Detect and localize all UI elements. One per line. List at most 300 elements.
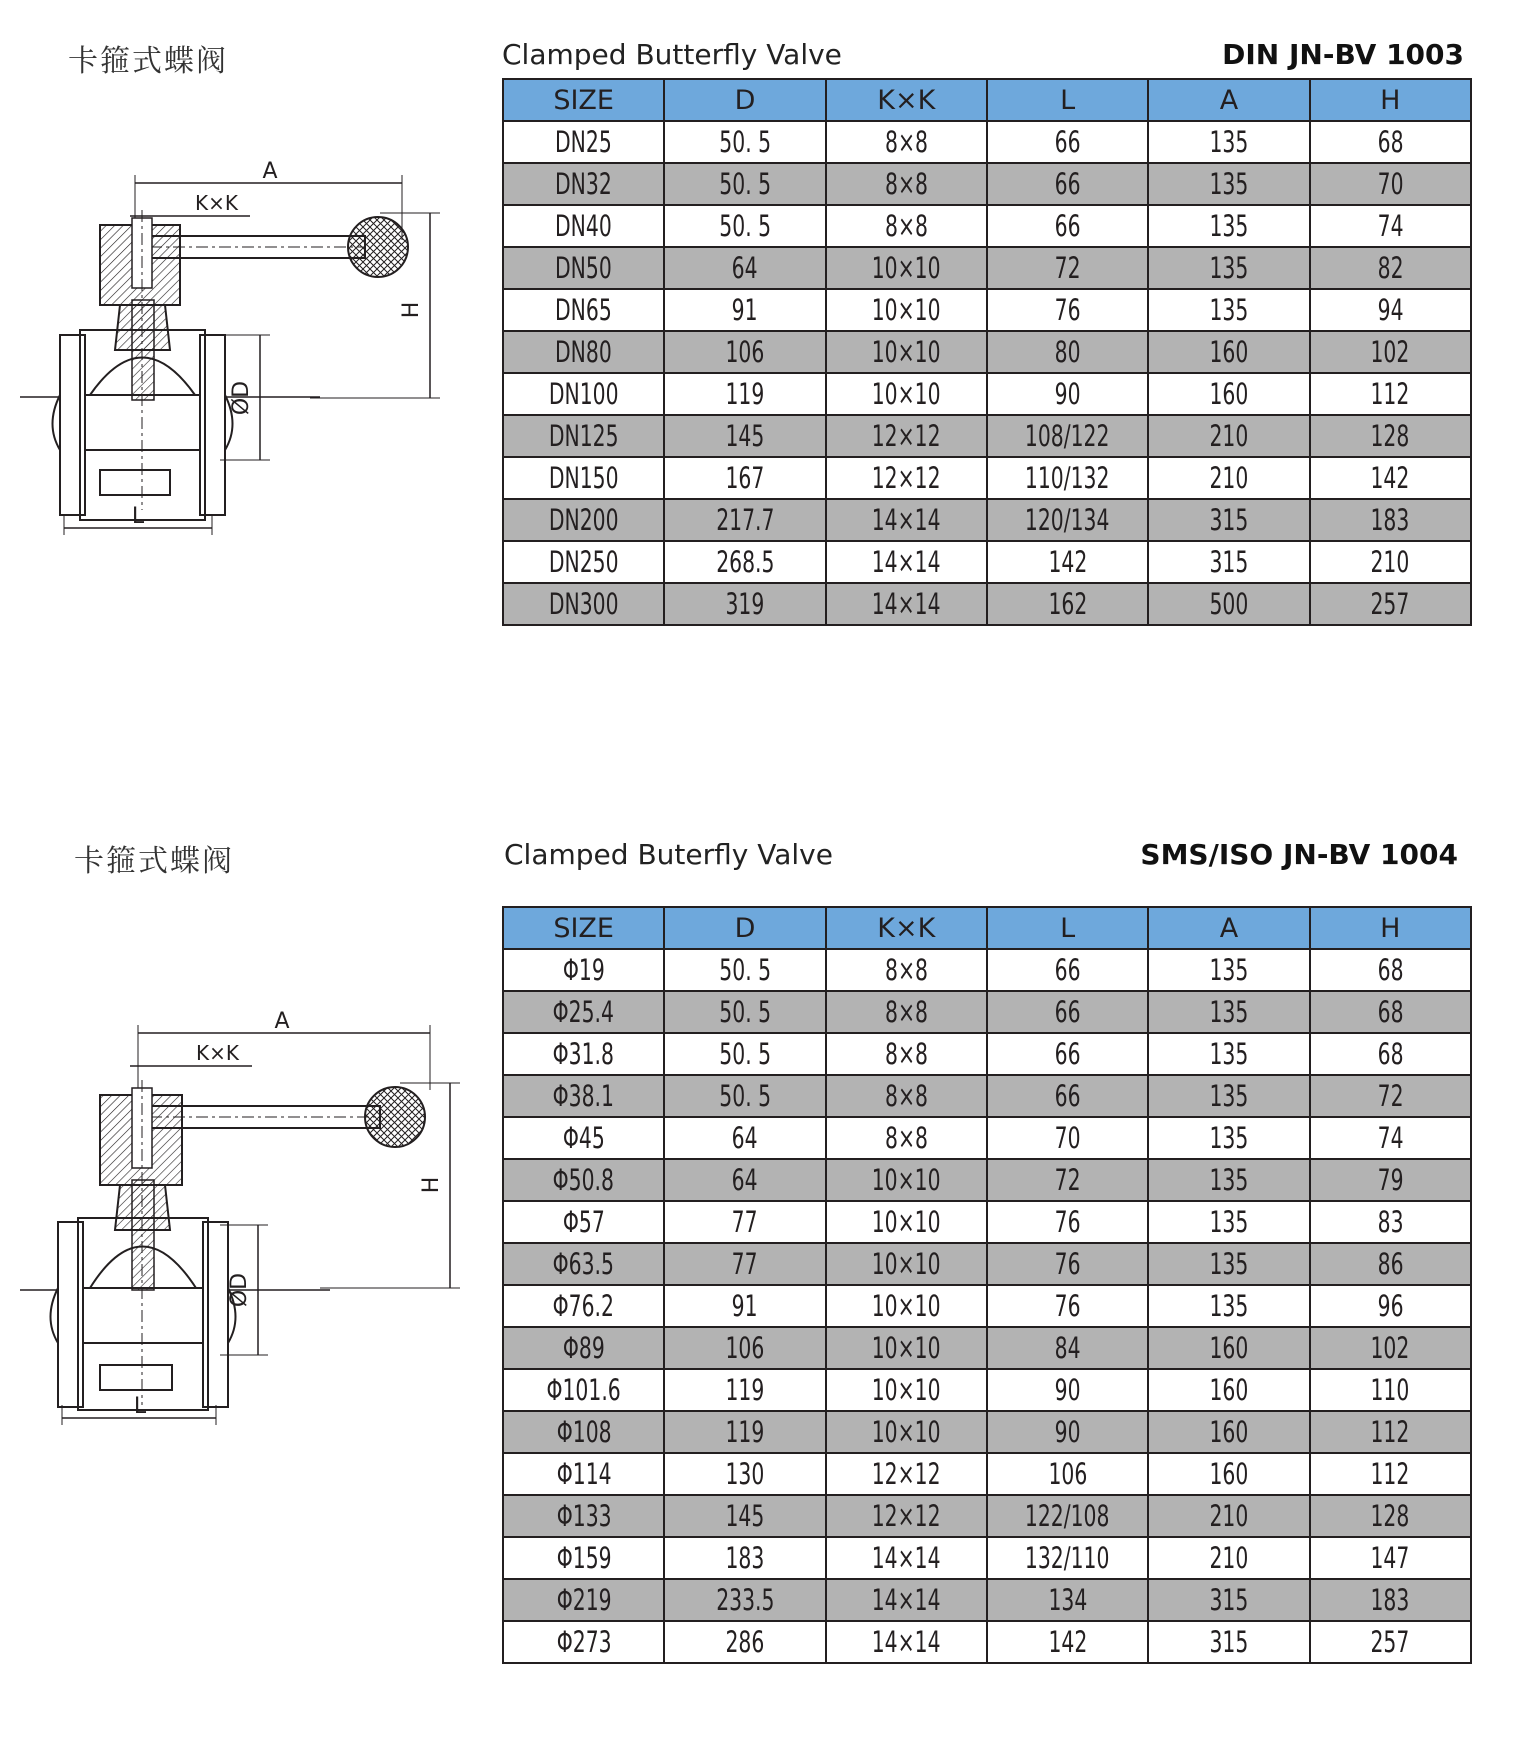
cell-d [664,1159,825,1201]
cell-h [1310,1033,1471,1075]
cell-value: 10×10 [871,1373,941,1407]
cell-a [1148,499,1309,541]
cell-kk [826,247,987,289]
cell-size [503,1579,664,1621]
table-row [503,1369,1471,1411]
cell-h [1310,163,1471,205]
cell-kk [826,499,987,541]
cell-l [987,1327,1148,1369]
cell-value: 183 [725,1541,765,1575]
cell-h [1310,415,1471,457]
cell-size [503,415,664,457]
header-d: D [664,907,825,949]
cell-kk [826,541,987,583]
cell-size [503,163,664,205]
cell-kk [826,331,987,373]
cell-size [503,1201,664,1243]
cell-h [1310,457,1471,499]
cell-l [987,205,1148,247]
cell-kk [826,1537,987,1579]
cell-kk [826,415,987,457]
english-title: Clamped Buterfly Valve [504,838,833,871]
cell-d [664,1285,825,1327]
cell-value: 210 [1209,419,1249,453]
cell-value: 50. 5 [719,953,771,987]
table-row [503,1033,1471,1075]
cell-value: DN150 [548,461,619,495]
cell-d [664,205,825,247]
cell-size [503,1159,664,1201]
cell-value: 86 [1377,1247,1404,1281]
cell-d [664,1537,825,1579]
cell-value: 96 [1377,1289,1404,1323]
cell-value: Φ159 [556,1541,612,1575]
header-d: D [664,79,825,121]
cell-value: 128 [1370,1499,1410,1533]
dim-label-a: A [262,159,278,184]
cell-value: 68 [1377,125,1404,159]
cell-value: 68 [1377,1037,1404,1071]
cell-d [664,457,825,499]
cell-a [1148,1369,1309,1411]
cell-value: 8×8 [884,995,928,1029]
cell-value: 120/134 [1025,503,1110,537]
cell-a [1148,1621,1309,1663]
cell-value: 210 [1370,545,1410,579]
table-row [503,583,1471,625]
cell-value: 70 [1377,167,1404,201]
cell-l [987,1411,1148,1453]
dim-label-kk: K×K [196,1041,239,1065]
cell-value: 66 [1054,1037,1081,1071]
cell-l [987,1243,1148,1285]
cell-h [1310,331,1471,373]
cell-h [1310,1537,1471,1579]
header-kk: K×K [826,79,987,121]
cell-value: 160 [1209,377,1249,411]
cell-d [664,1201,825,1243]
table-header-row [503,907,1471,949]
cell-value: Φ25.4 [553,995,615,1029]
cell-value: 80 [1054,335,1081,369]
cell-kk [826,1033,987,1075]
cell-value: 135 [1209,1205,1249,1239]
cell-l [987,163,1148,205]
cell-d [664,541,825,583]
cell-size [503,991,664,1033]
cell-value: 315 [1209,1625,1249,1659]
cell-value: 8×8 [884,953,928,987]
cell-value: 108/122 [1025,419,1110,453]
cell-value: Φ57 [562,1205,605,1239]
cell-value: 90 [1054,377,1081,411]
cell-value: 135 [1209,1163,1249,1197]
cell-value: 160 [1209,1457,1249,1491]
cell-value: 183 [1370,503,1410,537]
cell-value: 50. 5 [719,209,771,243]
cell-size [503,1075,664,1117]
cell-size [503,373,664,415]
cell-value: 162 [1048,587,1088,621]
cell-a [1148,121,1309,163]
cell-kk [826,289,987,331]
cell-value: Φ101.6 [546,1373,621,1407]
header-l: L [987,907,1148,949]
cell-value: 132/110 [1025,1541,1110,1575]
dim-label-l: L [133,1394,147,1419]
cell-value: 66 [1054,1079,1081,1113]
cell-value: 83 [1377,1205,1404,1239]
cell-l [987,1579,1148,1621]
table-row [503,205,1471,247]
cell-h [1310,541,1471,583]
cell-value: 12×12 [871,1457,941,1491]
cell-a [1148,289,1309,331]
cell-h [1310,1285,1471,1327]
cell-value: DN80 [555,335,613,369]
cell-a [1148,1075,1309,1117]
valve-technical-drawing [20,1000,480,1460]
cell-l [987,949,1148,991]
cell-a [1148,415,1309,457]
cell-h [1310,1201,1471,1243]
cell-h [1310,1327,1471,1369]
cell-value: Φ19 [562,953,605,987]
table-row [503,1537,1471,1579]
cell-value: 135 [1209,125,1249,159]
dim-label-d: ØD [227,1272,252,1308]
cell-value: Φ76.2 [553,1289,615,1323]
cell-value: 66 [1054,995,1081,1029]
cell-value: Φ63.5 [553,1247,615,1281]
cell-a [1148,1285,1309,1327]
table-row [503,1495,1471,1537]
cell-value: 10×10 [871,1205,941,1239]
cell-value: 142 [1048,545,1088,579]
cell-d [664,1495,825,1537]
cell-a [1148,1495,1309,1537]
cell-value: Φ45 [562,1121,605,1155]
cell-value: 160 [1209,1415,1249,1449]
cell-value: 134 [1048,1583,1088,1617]
cell-size [503,1537,664,1579]
cell-kk [826,1453,987,1495]
cell-a [1148,1537,1309,1579]
table-row [503,457,1471,499]
table-row [503,373,1471,415]
table-row [503,1117,1471,1159]
cell-h [1310,1579,1471,1621]
cell-d [664,1117,825,1159]
cell-kk [826,457,987,499]
table-row [503,499,1471,541]
cell-h [1310,1117,1471,1159]
cell-value: Φ114 [556,1457,612,1491]
dim-label-d: ØD [229,380,254,416]
dim-label-h: H [399,301,424,319]
cell-d [664,583,825,625]
cell-d [664,163,825,205]
cell-kk [826,163,987,205]
cell-value: 135 [1209,251,1249,285]
cell-d [664,1579,825,1621]
cell-a [1148,1159,1309,1201]
cell-value: 14×14 [871,587,941,621]
cell-value: 10×10 [871,1247,941,1281]
cell-value: 160 [1209,1331,1249,1365]
cell-value: 10×10 [871,1289,941,1323]
spec-table-din [502,78,1472,626]
cell-a [1148,1033,1309,1075]
cell-value: 64 [732,1163,758,1197]
dim-label-kk: K×K [195,191,238,215]
cell-l [987,1075,1148,1117]
cell-value: 76 [1054,1247,1081,1281]
cell-value: 102 [1370,335,1410,369]
cell-l [987,499,1148,541]
cell-value: 112 [1370,377,1410,411]
cell-value: 106 [725,335,765,369]
cell-kk [826,1579,987,1621]
cell-size [503,499,664,541]
cell-value: 286 [725,1625,765,1659]
cell-value: 500 [1209,587,1249,621]
cell-size [503,457,664,499]
cell-value: 319 [725,587,765,621]
cell-d [664,415,825,457]
cell-value: 167 [725,461,765,495]
dim-label-h: H [419,1176,444,1194]
cell-a [1148,541,1309,583]
cell-h [1310,121,1471,163]
cell-value: 147 [1370,1541,1410,1575]
cell-kk [826,1117,987,1159]
cell-value: DN32 [555,167,613,201]
cell-d [664,289,825,331]
cell-value: 210 [1209,1541,1249,1575]
cell-value: 135 [1209,167,1249,201]
cell-value: Φ50.8 [553,1163,615,1197]
cell-size [503,331,664,373]
cell-value: 130 [725,1457,765,1491]
cell-value: 135 [1209,1247,1249,1281]
cell-l [987,289,1148,331]
cell-a [1148,205,1309,247]
cell-value: 106 [1048,1457,1088,1491]
header-h: H [1310,79,1471,121]
cell-value: 8×8 [884,125,928,159]
cell-value: 10×10 [871,377,941,411]
cell-kk [826,583,987,625]
cell-kk [826,373,987,415]
cell-value: 74 [1377,1121,1404,1155]
cell-d [664,1033,825,1075]
dim-label-l: L [131,504,145,529]
cell-value: 14×14 [871,503,941,537]
cell-size [503,541,664,583]
cell-value: 72 [1054,251,1081,285]
cell-value: 90 [1054,1415,1081,1449]
cell-a [1148,247,1309,289]
cell-value: 64 [732,1121,758,1155]
cell-a [1148,163,1309,205]
cell-d [664,1327,825,1369]
cell-value: 10×10 [871,293,941,327]
cell-d [664,949,825,991]
cell-d [664,1453,825,1495]
table-row [503,1411,1471,1453]
cell-value: 183 [1370,1583,1410,1617]
table-row [503,1243,1471,1285]
table-row [503,991,1471,1033]
table-row [503,247,1471,289]
cell-value: 119 [725,1415,765,1449]
cell-d [664,499,825,541]
cell-value: 135 [1209,293,1249,327]
cell-kk [826,1285,987,1327]
cell-l [987,247,1148,289]
cell-value: 50. 5 [719,1037,771,1071]
header-size: SIZE [503,907,664,949]
cell-value: Φ38.1 [553,1079,615,1113]
cell-value: 128 [1370,419,1410,453]
cell-value: 106 [725,1331,765,1365]
cell-value: 210 [1209,461,1249,495]
cell-size [503,205,664,247]
cell-l [987,457,1148,499]
cell-value: 268.5 [715,545,775,579]
cell-value: DN300 [548,587,619,621]
cell-value: 76 [1054,1289,1081,1323]
cell-size [503,1285,664,1327]
cell-l [987,1033,1148,1075]
cell-value: 72 [1054,1163,1081,1197]
cell-a [1148,1327,1309,1369]
cell-value: 8×8 [884,209,928,243]
cell-kk [826,1159,987,1201]
spec-table-sms-iso [502,906,1472,1664]
cell-d [664,247,825,289]
cell-l [987,1117,1148,1159]
cell-value: DN40 [555,209,613,243]
cell-value: 14×14 [871,1583,941,1617]
cell-h [1310,205,1471,247]
cell-value: 79 [1377,1163,1404,1197]
table-row [503,1201,1471,1243]
cell-value: 135 [1209,1079,1249,1113]
cell-l [987,331,1148,373]
cell-value: 315 [1209,503,1249,537]
cell-value: 12×12 [871,1499,941,1533]
cell-value: 94 [1377,293,1404,327]
cell-l [987,373,1148,415]
cell-size [503,1495,664,1537]
header-kk: K×K [826,907,987,949]
cell-value: 110/132 [1025,461,1110,495]
cell-a [1148,991,1309,1033]
table-row [503,163,1471,205]
cell-value: 90 [1054,1373,1081,1407]
table-row [503,949,1471,991]
table-row [503,331,1471,373]
cell-value: 50. 5 [719,125,771,159]
cell-value: 145 [725,1499,765,1533]
cell-l [987,1537,1148,1579]
cell-value: DN25 [555,125,613,159]
model-code: SMS/ISO JN-BV 1004 [1140,838,1458,871]
cell-h [1310,1369,1471,1411]
cell-value: 12×12 [871,419,941,453]
cell-h [1310,991,1471,1033]
header-a: A [1148,79,1309,121]
cell-value: 210 [1209,1499,1249,1533]
cell-h [1310,583,1471,625]
cell-a [1148,949,1309,991]
cell-value: 50. 5 [719,1079,771,1113]
cell-size [503,121,664,163]
cell-d [664,121,825,163]
cell-h [1310,1075,1471,1117]
cell-value: 110 [1370,1373,1410,1407]
header-l: L [987,79,1148,121]
cell-d [664,1621,825,1663]
cell-value: 160 [1209,1373,1249,1407]
cell-size [503,1327,664,1369]
cell-value: 112 [1370,1415,1410,1449]
table-row [503,121,1471,163]
cell-size [503,1033,664,1075]
cell-size [503,1243,664,1285]
cell-l [987,991,1148,1033]
cell-a [1148,331,1309,373]
cell-size [503,247,664,289]
cell-a [1148,1243,1309,1285]
cell-value: 76 [1054,293,1081,327]
cell-value: 68 [1377,953,1404,987]
cell-value: 70 [1054,1121,1081,1155]
cell-value: 66 [1054,167,1081,201]
cell-a [1148,1579,1309,1621]
cell-value: 64 [732,251,758,285]
cell-value: Φ133 [556,1499,612,1533]
cell-l [987,1369,1148,1411]
cell-size [503,1411,664,1453]
cell-l [987,1285,1148,1327]
cell-value: 50. 5 [719,167,771,201]
cell-d [664,373,825,415]
cell-value: 66 [1054,953,1081,987]
cell-kk [826,205,987,247]
cell-d [664,1243,825,1285]
cell-value: 10×10 [871,1163,941,1197]
cell-value: DN200 [548,503,619,537]
cell-value: 315 [1209,1583,1249,1617]
cell-a [1148,457,1309,499]
cell-h [1310,1495,1471,1537]
cell-value: 217.7 [715,503,775,537]
cell-h [1310,247,1471,289]
cell-h [1310,499,1471,541]
cell-kk [826,1369,987,1411]
cell-kk [826,1243,987,1285]
cell-value: 77 [732,1247,758,1281]
cell-value: 102 [1370,1331,1410,1365]
cell-value: 66 [1054,209,1081,243]
cell-size [503,1453,664,1495]
cell-value: DN65 [555,293,613,327]
cell-size [503,1369,664,1411]
cell-d [664,1369,825,1411]
